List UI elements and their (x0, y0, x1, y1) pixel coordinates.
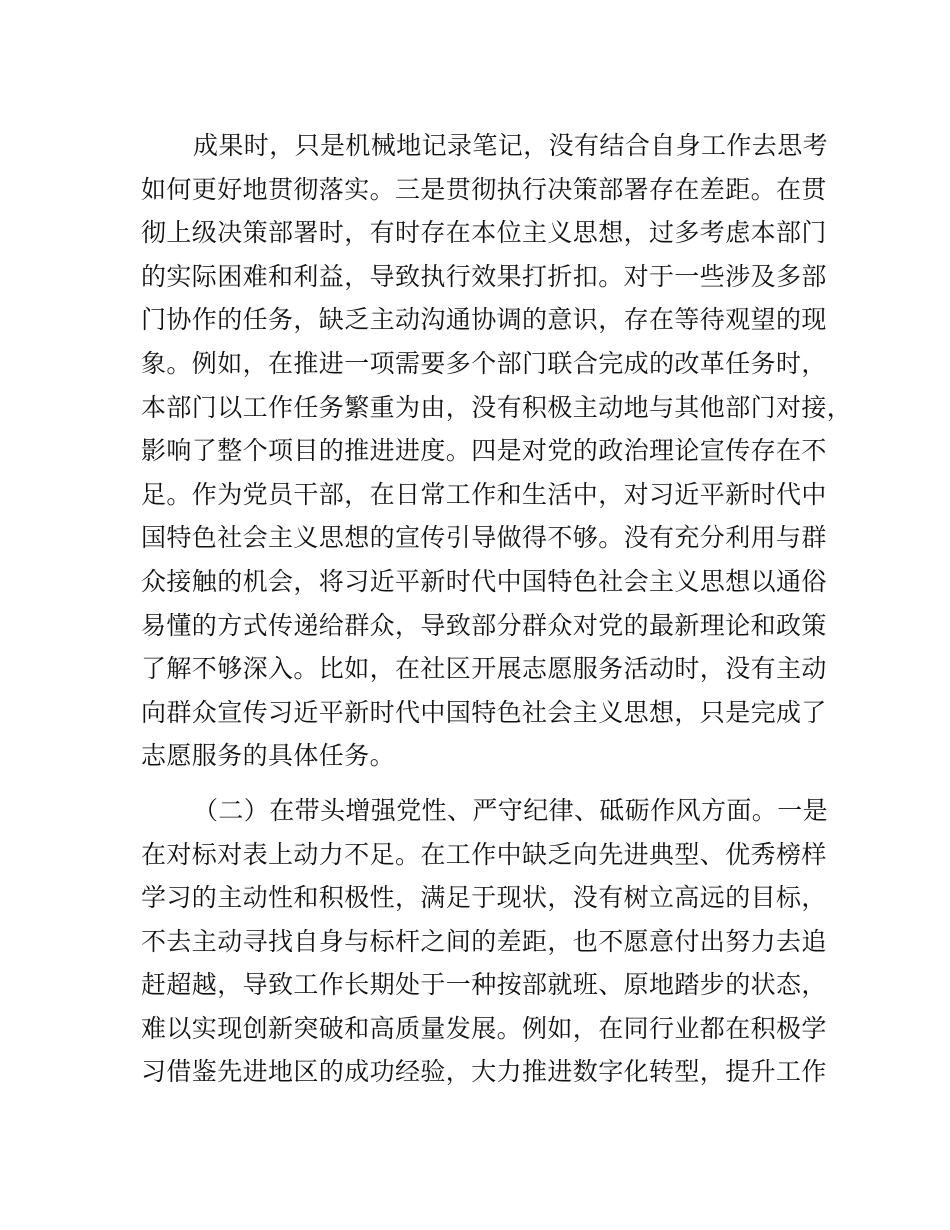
text-line: 门协作的任务，缺乏主动沟通协调的意识，存在等待观望的现 (141, 305, 827, 335)
text-line: 众接触的机会，将习近平新时代中国特色社会主义思想以通俗 (141, 566, 827, 596)
section-heading-line: （二）在带头增强党性、严守纪律、砥砺作风方面。一是 (193, 795, 829, 825)
text-line: 不去主动寻找自身与标杆之间的差距，也不愿意付出努力去追 (141, 926, 827, 956)
paragraph-1 (141, 124, 853, 778)
text-line: 难以实现创新突破和高质量发展。例如，在同行业都在积极学 (141, 1013, 827, 1043)
paragraph-2 (141, 789, 829, 1094)
document-body (141, 124, 853, 1094)
text-line: 志愿服务的具体任务。 (141, 741, 396, 771)
text-line: 如何更好地贯彻落实。三是贯彻执行决策部署存在差距。在贯 (141, 174, 827, 204)
text-line: 成果时，只是机械地记录笔记，没有结合自身工作去思考 (193, 131, 829, 160)
text-line: 国特色社会主义思想的宣传引导做得不够。没有充分利用与群 (141, 523, 827, 553)
text-line: 向群众宣传习近平新时代中国特色社会主义思想，只是完成了 (141, 697, 827, 727)
text-line: 象。例如，在推进一项需要多个部门联合完成的改革任务时， (141, 348, 827, 378)
text-line: 本部门以工作任务繁重为由，没有积极主动地与其他部门对接， (141, 392, 853, 422)
text-line: 在对标对表上动力不足。在工作中缺乏向先进典型、优秀榜样 (141, 839, 827, 869)
text-line: 足。作为党员干部，在日常工作和生活中，对习近平新时代中 (141, 479, 827, 509)
text-line: 的实际困难和利益，导致执行效果打折扣。对于一些涉及多部 (141, 261, 827, 291)
text-line: 了解不够深入。比如，在社区开展志愿服务活动时，没有主动 (141, 654, 827, 684)
text-line: 习借鉴先进地区的成功经验，大力推进数字化转型，提升工作 (141, 1057, 827, 1087)
text-line: 学习的主动性和积极性，满足于现状，没有树立高远的目标， (141, 883, 827, 913)
text-line: 易懂的方式传递给群众，导致部分群众对党的最新理论和政策 (141, 610, 827, 640)
text-line: 彻上级决策部署时，有时存在本位主义思想，过多考虑本部门 (141, 218, 827, 248)
text-line: 影响了整个项目的推进进度。四是对党的政治理论宣传存在不 (141, 436, 827, 466)
text-line: 赶超越，导致工作长期处于一种按部就班、原地踏步的状态， (141, 970, 827, 1000)
